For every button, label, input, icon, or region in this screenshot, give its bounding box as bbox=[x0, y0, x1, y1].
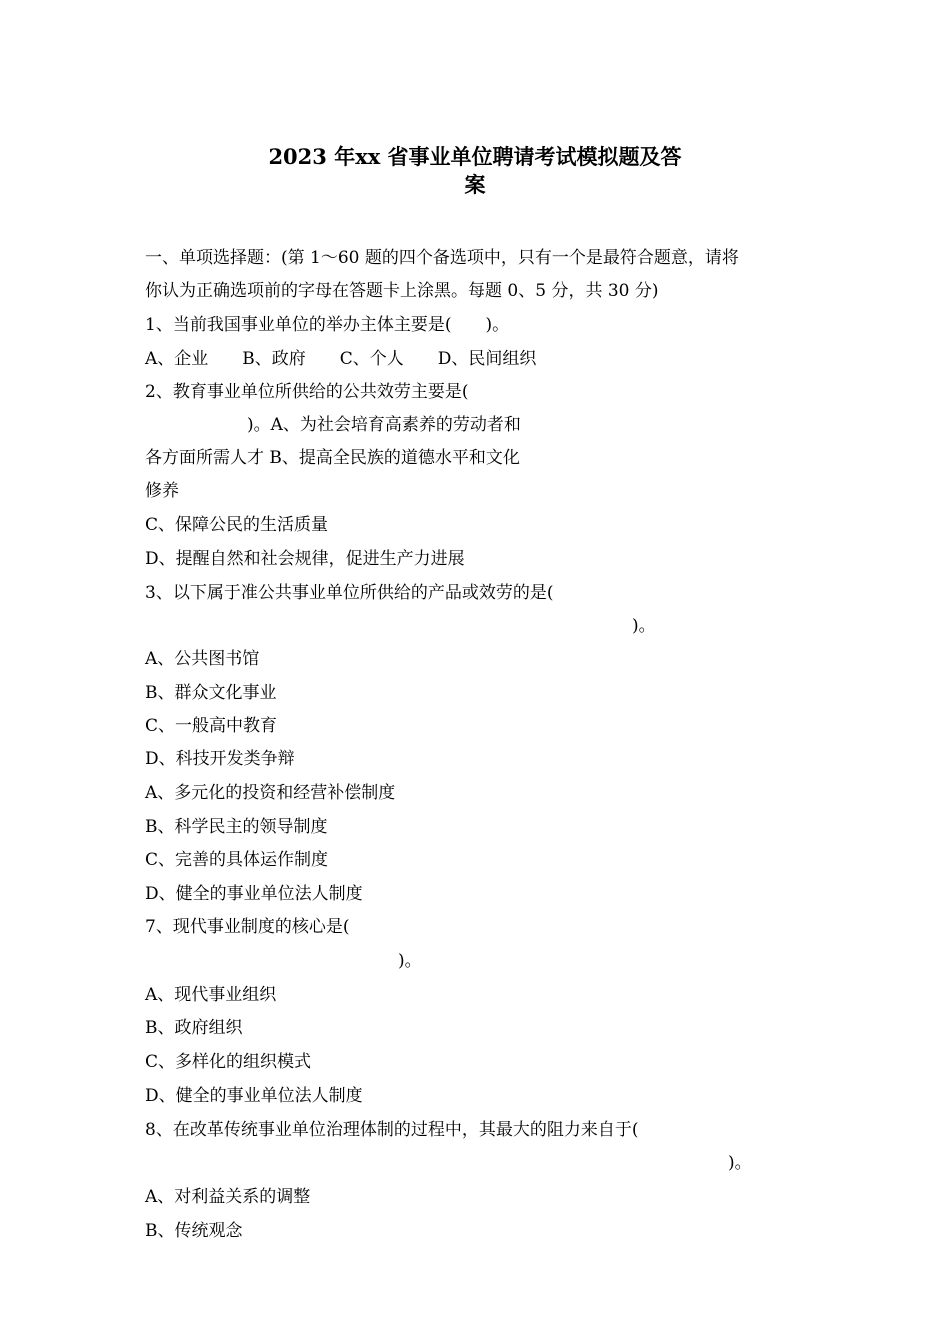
question-8-option-a: A、对利益关系的调整 bbox=[145, 1187, 311, 1207]
question-2: 2、教育事业单位所供给的公共效劳主要是( bbox=[145, 382, 469, 402]
question-7-closing: )。 bbox=[398, 951, 422, 971]
question-7: 7、现代事业制度的核心是( bbox=[145, 917, 350, 937]
question-1: 1、当前我国事业单位的举办主体主要是( )。 bbox=[145, 315, 510, 335]
question-8: 8、在改革传统事业单位治理体制的过程中，其最大的阻力来自于( bbox=[145, 1120, 639, 1140]
question-7-option-a: A、现代事业组织 bbox=[145, 985, 277, 1005]
option-a-investment: A、多元化的投资和经营补偿制度 bbox=[145, 783, 396, 803]
question-7-option-b: B、政府组织 bbox=[145, 1018, 243, 1038]
section-heading-line-2: 你认为正确选项前的字母在答题卡上涂黑。每题 0、5 分，共 30 分) bbox=[145, 281, 659, 301]
section-heading-line-1: 一、单项选择题：(第 1～60 题的四个备选项中，只有一个是最符合题意，请将 bbox=[145, 248, 739, 268]
question-8-option-b: B、传统观念 bbox=[145, 1221, 243, 1241]
document-title-line-1: 2023 年xx 省事业单位聘请考试模拟题及答 bbox=[268, 144, 682, 169]
question-2-option-d: D、提醒自然和社会规律，促进生产力进展 bbox=[145, 549, 465, 569]
question-3-option-d: D、科技开发类争辩 bbox=[145, 749, 295, 769]
question-2-option-c: C、保障公民的生活质量 bbox=[145, 515, 329, 535]
question-2-option-b: 各方面所需人才 B、提高全民族的道德水平和文化 bbox=[145, 448, 520, 468]
question-2-option-b-continued: 修养 bbox=[145, 481, 179, 501]
question-3-option-c: C、一般高中教育 bbox=[145, 716, 278, 736]
document-title-line-2: 案 bbox=[464, 172, 486, 197]
question-3-option-a: A、公共图书馆 bbox=[145, 649, 260, 669]
option-c-operation: C、完善的具体运作制度 bbox=[145, 850, 329, 870]
question-3-closing: )。 bbox=[632, 616, 656, 636]
question-7-option-c: C、多样化的组织模式 bbox=[145, 1052, 312, 1072]
question-3: 3、以下属于准公共事业单位所供给的产品或效劳的是( bbox=[145, 583, 554, 603]
question-3-option-b: B、群众文化事业 bbox=[145, 683, 277, 703]
question-8-closing: )。 bbox=[728, 1153, 752, 1173]
option-d-legal-person: D、健全的事业单位法人制度 bbox=[145, 884, 363, 904]
question-1-options: A、企业 B、政府 C、个人 D、民间组织 bbox=[145, 349, 537, 369]
question-2-continued: )。A、为社会培育高素养的劳动者和 bbox=[145, 415, 521, 435]
question-7-option-d: D、健全的事业单位法人制度 bbox=[145, 1086, 363, 1106]
option-b-leadership: B、科学民主的领导制度 bbox=[145, 817, 328, 837]
